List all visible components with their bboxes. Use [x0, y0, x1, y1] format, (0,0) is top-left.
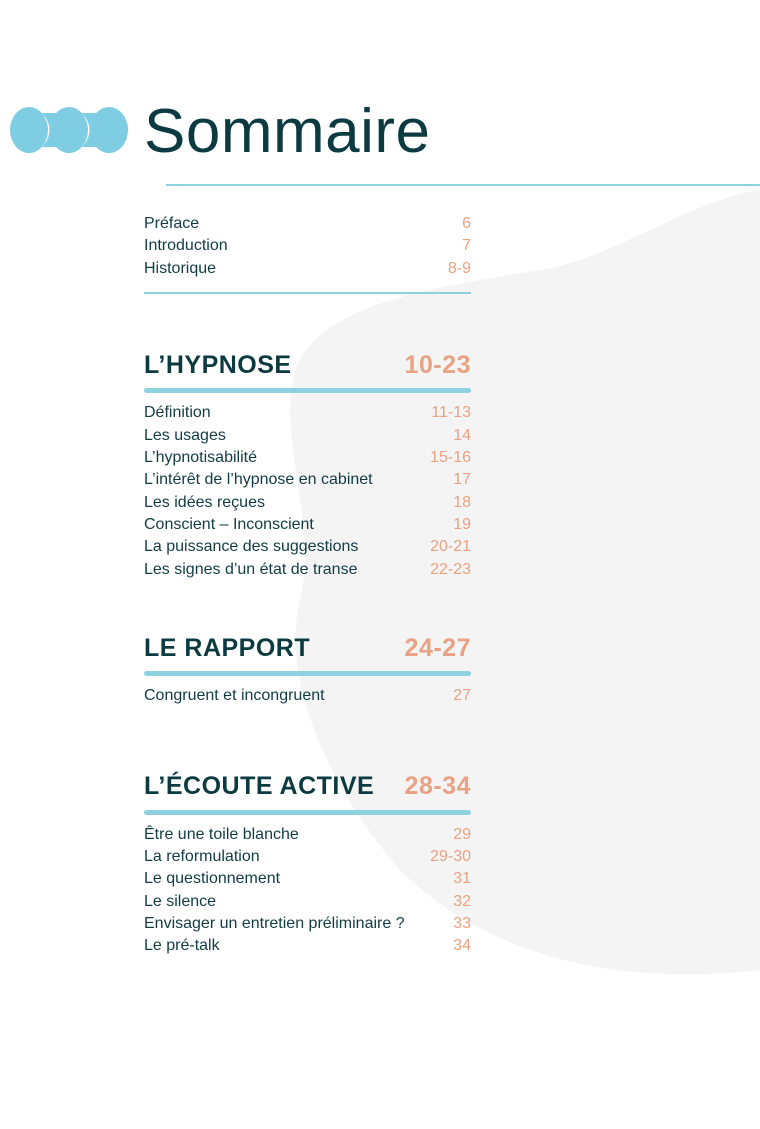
- toc-entry[interactable]: [144, 213, 471, 235]
- toc-entry-page: 22-23: [430, 561, 471, 578]
- toc-entry-label: Historique: [144, 260, 217, 277]
- logo-icon: [10, 106, 128, 154]
- toc-entry[interactable]: [144, 536, 471, 558]
- section-title: L’HYPNOSE: [144, 350, 292, 379]
- section-divider: [144, 671, 471, 676]
- toc-entry[interactable]: [144, 935, 471, 957]
- section-divider: [144, 810, 471, 815]
- toc-entry-label: Conscient – Inconscient: [144, 516, 314, 533]
- toc-entry[interactable]: [144, 868, 471, 890]
- toc-entry[interactable]: [144, 685, 471, 707]
- toc-entry-page: 34: [453, 937, 471, 954]
- section-heading-rapport[interactable]: [144, 631, 471, 665]
- toc-entry-page: 19: [453, 516, 471, 533]
- toc-entry[interactable]: [144, 402, 471, 424]
- toc-entry-page: 17: [453, 471, 471, 488]
- toc-entry-page: 8-9: [447, 260, 471, 277]
- toc-entry-label: Congruent et incongruent: [144, 687, 325, 704]
- toc-entry-label: Être une toile blanche: [144, 826, 299, 843]
- toc-entry[interactable]: [144, 469, 471, 491]
- toc-entry-label: La puissance des suggestions: [144, 538, 359, 555]
- toc-entry-page: 6: [462, 215, 471, 232]
- section-title: LE RAPPORT: [144, 633, 311, 662]
- toc-entry[interactable]: [144, 824, 471, 846]
- toc-entry-label: Préface: [144, 215, 200, 232]
- section-divider: [144, 388, 471, 393]
- toc-entry-page: 20-21: [430, 538, 471, 555]
- toc-entry[interactable]: [144, 913, 471, 935]
- section-page-range: 28-34: [404, 771, 471, 800]
- toc-entry-label: Le silence: [144, 893, 217, 910]
- toc-entry-page: 29: [453, 826, 471, 843]
- toc-entry[interactable]: [144, 258, 471, 280]
- intro-divider: [144, 292, 471, 294]
- section-heading-ecoute-active[interactable]: [144, 769, 471, 803]
- toc-entry-page: 32: [453, 893, 471, 910]
- toc-entry-label: Le questionnement: [144, 870, 281, 887]
- toc-entry-label: Introduction: [144, 237, 228, 254]
- section-title: L’ÉCOUTE ACTIVE: [144, 771, 375, 800]
- toc-entry[interactable]: [144, 235, 471, 257]
- title-divider: [166, 184, 760, 186]
- toc-entry-label: Le pré-talk: [144, 937, 220, 954]
- toc-entry-page: 14: [453, 427, 471, 444]
- section-page-range: 24-27: [404, 633, 471, 662]
- toc-entry-label: L’hypnotisabilité: [144, 449, 257, 466]
- toc-entry-page: 7: [462, 237, 471, 254]
- toc-entry-label: L’intérêt de l’hypnose en cabinet: [144, 471, 373, 488]
- section-page-range: 10-23: [404, 350, 471, 379]
- toc-entry-label: Les idées reçues: [144, 494, 265, 511]
- toc-entry-label: Définition: [144, 404, 211, 421]
- toc-entry[interactable]: [144, 846, 471, 868]
- page-title: Sommaire: [144, 97, 431, 166]
- toc-entry-page: 15-16: [430, 449, 471, 466]
- toc-entry-page: 11-13: [431, 404, 471, 421]
- toc-entry-label: Les signes d’un état de transe: [144, 561, 358, 578]
- toc-entry-page: 18: [453, 494, 471, 511]
- section-heading-hypnose[interactable]: [144, 348, 471, 382]
- toc-entry-page: 27: [453, 687, 471, 704]
- toc-entry[interactable]: [144, 425, 471, 447]
- toc-entry-label: La reformulation: [144, 848, 260, 865]
- toc-entry-label: Les usages: [144, 427, 226, 444]
- toc-entry[interactable]: [144, 559, 471, 581]
- toc-entry[interactable]: [144, 492, 471, 514]
- toc-entry[interactable]: [144, 447, 471, 469]
- toc-entry-label: Envisager un entretien préliminaire ?: [144, 915, 405, 932]
- toc-entry-page: 33: [453, 915, 471, 932]
- toc-entry[interactable]: [144, 891, 471, 913]
- toc-entry-page: 31: [453, 870, 471, 887]
- toc-entry-page: 29-30: [430, 848, 471, 865]
- toc-entry[interactable]: [144, 514, 471, 536]
